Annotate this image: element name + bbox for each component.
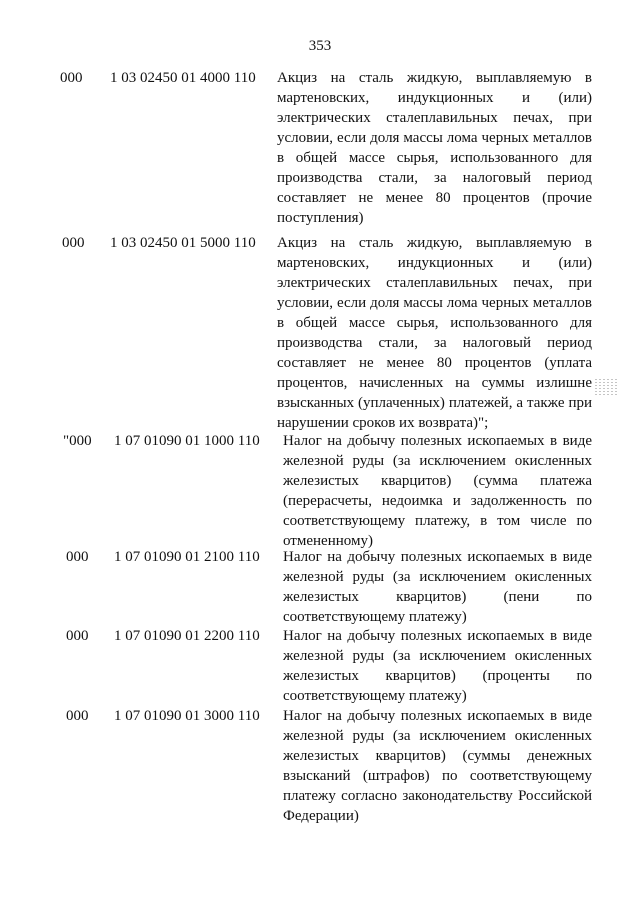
code-description: Акциз на сталь жидкую, выплавляемую в мартеновских, индукционных и (или) электрических сталеплавильных печах, при условии, если доля массы лома черных металлов в общей массе сырья, использованного для производства стали, за налоговый период составляет не менее 80 процентов (уплата процентов, начисленных на суммы излишне взысканных (уплаченных) платежей, а также при нарушении сроков их возврата)"; — [277, 235, 592, 431]
budget-classification-code: 1 07 01090 01 2100 110 — [114, 549, 260, 565]
code-description: Акциз на сталь жидкую, выплавляемую в мартеновских, индукционных и (или) электрических сталеплавильных печах, при условии, если доля массы лома черных металлов в общей массе сырья, использованного для производства стали, за налоговый период составляет не менее 80 процентов (прочие поступления) — [277, 70, 592, 226]
administrator-code: "000 — [63, 433, 92, 449]
administrator-code: 000 — [62, 235, 85, 251]
budget-classification-code: 1 07 01090 01 2200 110 — [114, 628, 260, 644]
code-description: Налог на добычу полезных ископаемых в виде железной руды (за исключением окисленных железистых кварцитов) (суммы денежных взысканий (штрафов) по соответствующему платежу согласно законодательству Российской Федерации) — [283, 708, 592, 824]
administrator-code: 000 — [66, 549, 89, 565]
code-description: Налог на добычу полезных ископаемых в виде железной руды (за исключением окисленных железистых кварцитов) (проценты по соответствующему платежу) — [283, 628, 592, 704]
budget-classification-code: 1 07 01090 01 3000 110 — [114, 708, 260, 724]
administrator-code: 000 — [66, 628, 89, 644]
budget-classification-code: 1 07 01090 01 1000 110 — [114, 433, 260, 449]
code-description: Налог на добычу полезных ископаемых в виде железной руды (за исключением окисленных железистых кварцитов) (пени по соответствующему платежу) — [283, 549, 592, 625]
scan-speck — [594, 378, 618, 396]
administrator-code: 000 — [66, 708, 89, 724]
administrator-code: 000 — [60, 70, 83, 86]
page-number: 353 — [308, 38, 332, 54]
budget-classification-code: 1 03 02450 01 4000 110 — [110, 70, 256, 86]
budget-classification-code: 1 03 02450 01 5000 110 — [110, 235, 256, 251]
code-description: Налог на добычу полезных ископаемых в виде железной руды (за исключением окисленных железистых кварцитов) (сумма платежа (перерасчеты, недоимка и задолженность по соответствующему платежу, в том числе по отмененному) — [283, 433, 592, 549]
